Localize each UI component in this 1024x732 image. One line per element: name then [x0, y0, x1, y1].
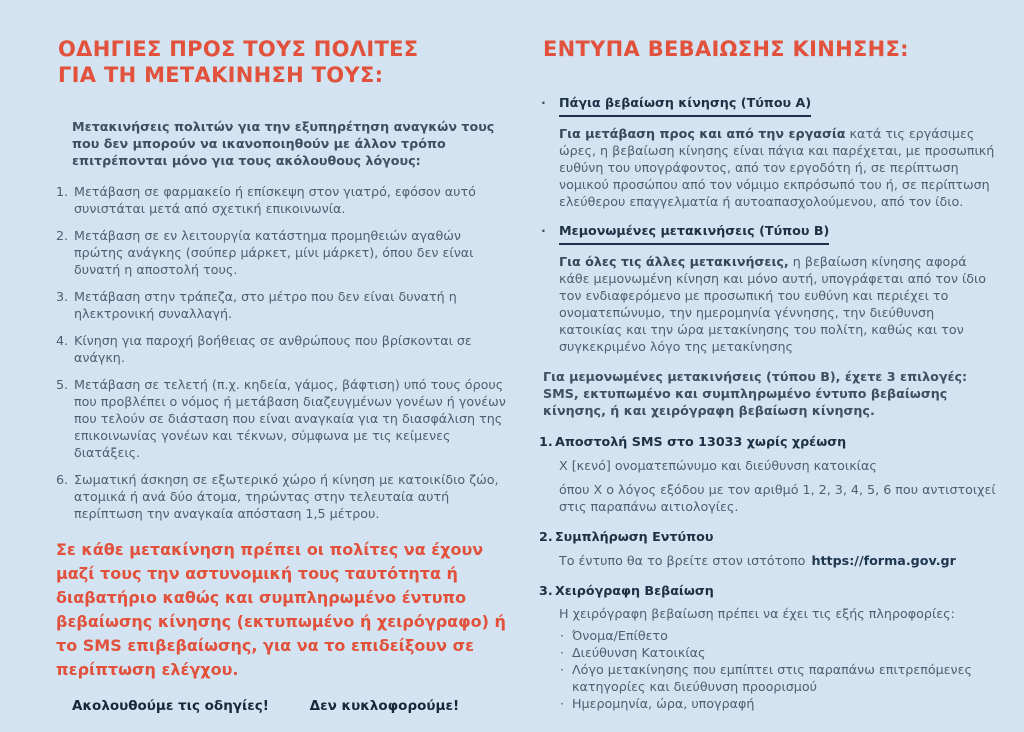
option2-number: 2. [539, 529, 553, 544]
right-column [538, 36, 1000, 712]
bullet-dot-icon: · [560, 628, 565, 643]
options-intro-paragraph: Για μεμονωμένες μετακινήσεις (τύπου Β), έχετε 3 επιλογές: SMS, εκτυπωμένο και συμπληρωμένο έντυπο βεβαίωσης κίνησης, ή και χειρόγραφη βεβαίωση κίνησης. [543, 369, 968, 418]
option2-form-text: Το έντυπο θα το βρείτε στον ιστότοπο [559, 553, 806, 568]
reason-number: 6. [56, 472, 69, 487]
left-title-line2: ΓΙΑ ΤΗ ΜΕΤΑΚΙΝΗΣΗ ΤΟΥΣ: [58, 63, 384, 87]
requirement-text: Ημερομηνία, ώρα, υπογραφή [572, 696, 755, 711]
type-a-heading: Πάγια βεβαίωση κίνησης (Τύπου Α) [559, 94, 811, 117]
option2-heading-row [538, 528, 1000, 545]
left-column [56, 36, 508, 715]
requirement-text: Διεύθυνση Κατοικίας [572, 645, 706, 660]
slogan-follow-instructions: Ακολουθούμε τις οδηγίες! [72, 698, 269, 714]
option1-number: 1. [539, 434, 553, 449]
reason-text: Σωματική άσκηση σε εξωτερικό χώρο ή κίνηση με κατοικίδιο ζώο, ατομικά ή ανά δύο άτομα, τηρώντας στην τελευταία αυτή περίπτωση την αναγκαία απόσταση 1,5 μέτρου. [74, 472, 499, 521]
reason-item-6 [56, 471, 508, 522]
reason-text: Μετάβαση σε εν λειτουργία κατάστημα προμηθειών αγαθών πρώτης ανάγκης (σούπερ μάρκετ, μίνι μάρκετ), όπου δεν είναι δυνατή η αποστολή τους. [74, 228, 474, 277]
option3-heading-row [538, 582, 1000, 599]
intro-paragraph: Μετακινήσεις πολιτών για την εξυπηρέτηση αναγκών τους που δεν μπορούν να ικανοποιηθούν με άλλον τρόπο επιτρέπονται μόνο για τους ακόλουθους λόγους: [72, 119, 495, 168]
option1-sms-note: όπου Χ ο λόγος εξόδου με τον αριθμό 1, 2, 3, 4, 5, 6 που αντιστοιχεί στις παραπάνω αιτιολογίες. [559, 482, 996, 514]
requirement-text: Όνομα/Επίθετο [572, 628, 668, 643]
reason-item-3 [56, 288, 508, 322]
reason-number: 1. [56, 184, 69, 199]
reason-text: Μετάβαση σε φαρμακείο ή επίσκεψη στον γιατρό, εφόσον αυτό συνιστάται μετά από σχετική επικοινωνία. [74, 184, 476, 216]
reason-number: 2. [56, 228, 69, 243]
option3-intro: Η χειρόγραφη βεβαίωση πρέπει να έχει τις εξής πληροφορίες: [559, 606, 955, 621]
bullet-dot-icon: · [541, 223, 546, 238]
bullet-dot-icon: · [560, 645, 565, 660]
type-a-lead: Για μετάβαση προς και από την εργασία [559, 126, 846, 141]
requirement-item-2 [559, 644, 1000, 661]
option3-heading: Χειρόγραφη Βεβαίωση [555, 583, 714, 598]
option2-form-note [559, 552, 1000, 569]
bullet-dot-icon: · [560, 696, 565, 711]
forma-gov-url: https://forma.gov.gr [811, 553, 956, 568]
option2-heading: Συμπλήρωση Εντύπου [555, 529, 714, 544]
type-a-body: κατά τις εργάσιμες ώρες, η βεβαίωση κίνησης είναι πάγια και παρέχεται, με προσωπική ευθύνη του υπογράφοντος, από τον εργοδότη ή, σε περίπτωση νομικού προσώπου από τον νόμιμο εκπρόσωπό του ή, σε περίπτωση ελεύθερου επαγγελματία ή αυτοαπασχολούμενου, από τον ίδιο. [559, 126, 995, 209]
type-b-lead: Για όλες τις άλλες μετακινήσεις, [559, 254, 789, 269]
type-b-heading-row [538, 222, 1000, 245]
left-title-line1: ΟΔΗΓΙΕΣ ΠΡΟΣ ΤΟΥΣ ΠΟΛΙΤΕΣ [58, 37, 419, 61]
option1-sms-format: Χ [κενό] ονοματεπώνυμο και διεύθυνση κατοικίας [559, 458, 877, 473]
reason-number: 3. [56, 289, 69, 304]
reason-number: 5. [56, 377, 69, 392]
highlight-paragraph: Σε κάθε μετακίνηση πρέπει οι πολίτες να έχουν μαζί τους την αστυνομική τους ταυτότητα ή διαβατήριο καθώς και συμπληρωμένο έντυπο βεβαίωσης κίνησης (εκτυπωμένο ή χειρόγραφο) ή το SMS επιβεβαίωσης, για να το επιδείξουν σε περίπτωση ελέγχου. [56, 540, 506, 679]
requirement-item-4 [559, 695, 1000, 712]
option3-number: 3. [539, 583, 553, 598]
reason-text: Μετάβαση σε τελετή (π.χ. κηδεία, γάμος, βάφτιση) υπό τους όρους που προβλέπει ο νόμος ή μετάβαση διαζευγμένων γονέων ή γονέων που τελούν σε διάσταση που είναι αναγκαία για τη διασφάλιση της επικοινωνίας γονέων και τέκνων, σύμφωνα με τις κείμενες διατάξεις. [74, 377, 506, 460]
reason-item-4 [56, 332, 508, 366]
reason-item-1 [56, 183, 508, 217]
slogan-stay-home: Δεν κυκλοφορούμε! [309, 698, 460, 714]
reasons-list [56, 183, 508, 522]
option1-heading: Αποστολή SMS στο 13033 χωρίς χρέωση [555, 434, 847, 449]
requirement-item-3 [559, 661, 1000, 695]
reason-number: 4. [56, 333, 69, 348]
type-b-body: η βεβαίωση κίνησης αφορά κάθε μεμονωμένη κίνηση και μόνο αυτή, υπογράφεται από τον ίδιο τον ενδιαφερόμενο με προσωπική του ευθύνη και περιέχει το ονοματεπώνυμο, την ημερομηνία γέννησης, την διεύθυνση κατοικίας και την ώρα μετακίνησης του πολίτη, καθώς και τον συγκεκριμένο λόγο της μετακίνησης [559, 254, 987, 354]
reason-item-2 [56, 227, 508, 278]
type-b-paragraph [559, 253, 1000, 355]
option1-heading-row [538, 433, 1000, 450]
requirement-item-1 [559, 627, 1000, 644]
left-title [58, 36, 508, 88]
requirement-text: Λόγο μετακίνησης που εμπίπτει στις παραπάνω επιτρεπόμενες κατηγορίες και διεύθυνση προορισμού [572, 662, 972, 694]
reason-text: Κίνηση για παροχή βοήθειας σε ανθρώπους που βρίσκονται σε ανάγκη. [74, 333, 472, 365]
right-title: ΕΝΤΥΠΑ ΒΕΒΑΙΩΣΗΣ ΚΙΝΗΣΗΣ: [543, 37, 909, 61]
reason-item-5 [56, 376, 508, 461]
reason-text: Μετάβαση στην τράπεζα, στο μέτρο που δεν είναι δυνατή η ηλεκτρονική συναλλαγή. [74, 289, 457, 321]
footer-slogans [72, 698, 508, 715]
type-b-heading: Μεμονωμένες μετακινήσεις (Τύπου Β) [559, 222, 829, 245]
handwritten-requirements-list [559, 627, 1000, 712]
bullet-dot-icon: · [560, 662, 565, 677]
bullet-dot-icon: · [541, 95, 546, 110]
type-a-heading-row [538, 94, 1000, 117]
type-a-paragraph [559, 125, 1000, 210]
